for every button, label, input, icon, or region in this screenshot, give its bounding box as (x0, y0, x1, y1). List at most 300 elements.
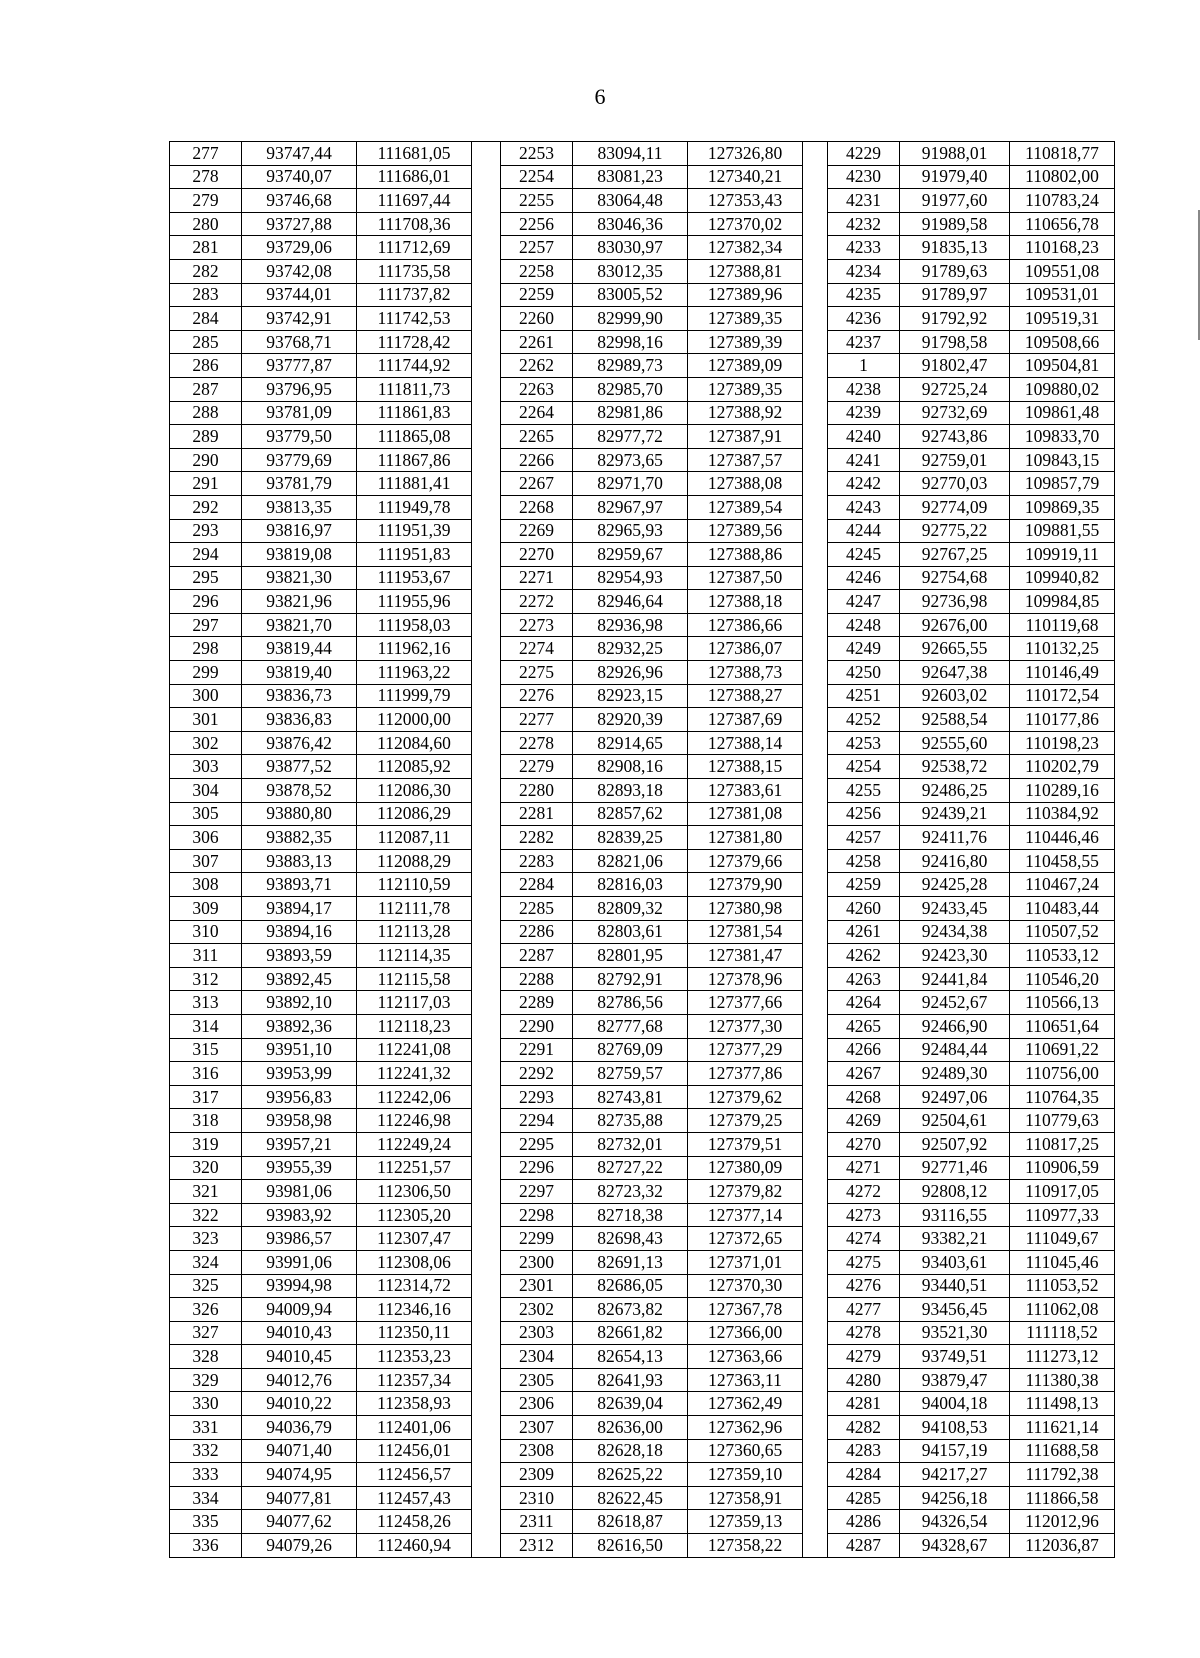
y-coordinate-cell: 127388,14 (688, 731, 803, 755)
column-gap (472, 1062, 501, 1086)
x-coordinate-cell: 93821,96 (242, 590, 357, 614)
y-coordinate-cell: 127377,14 (688, 1203, 803, 1227)
column-gap (472, 1439, 501, 1463)
x-coordinate-cell: 94079,26 (242, 1534, 357, 1558)
column-gap (472, 1203, 501, 1227)
y-coordinate-cell: 112110,59 (357, 873, 472, 897)
x-coordinate-cell: 83030,97 (573, 236, 688, 260)
y-coordinate-cell: 110146,49 (1010, 661, 1115, 685)
column-gap (472, 779, 501, 803)
point-number-cell: 2304 (501, 1345, 573, 1369)
y-coordinate-cell: 127389,96 (688, 283, 803, 307)
point-number-cell: 4257 (828, 826, 900, 850)
x-coordinate-cell: 92538,72 (900, 755, 1010, 779)
column-gap (472, 448, 501, 472)
table-row (170, 1038, 1115, 1062)
table-row (170, 354, 1115, 378)
column-gap (803, 826, 828, 850)
y-coordinate-cell: 112242,06 (357, 1085, 472, 1109)
column-gap (803, 259, 828, 283)
y-coordinate-cell: 110198,23 (1010, 731, 1115, 755)
y-coordinate-cell: 112036,87 (1010, 1534, 1115, 1558)
y-coordinate-cell: 112115,58 (357, 967, 472, 991)
point-number-cell: 286 (170, 354, 242, 378)
point-number-cell: 303 (170, 755, 242, 779)
table-row (170, 1156, 1115, 1180)
y-coordinate-cell: 110566,13 (1010, 991, 1115, 1015)
y-coordinate-cell: 112111,78 (357, 897, 472, 921)
point-number-cell: 4267 (828, 1062, 900, 1086)
x-coordinate-cell: 93882,35 (242, 826, 357, 850)
point-number-cell: 324 (170, 1250, 242, 1274)
column-gap (803, 1368, 828, 1392)
y-coordinate-cell: 111963,22 (357, 661, 472, 685)
y-coordinate-cell: 111958,03 (357, 613, 472, 637)
column-gap (472, 849, 501, 873)
column-gap (472, 1038, 501, 1062)
table-row (170, 1250, 1115, 1274)
y-coordinate-cell: 112353,23 (357, 1345, 472, 1369)
point-number-cell: 2302 (501, 1298, 573, 1322)
point-number-cell: 2308 (501, 1439, 573, 1463)
x-coordinate-cell: 93819,40 (242, 661, 357, 685)
x-coordinate-cell: 92676,00 (900, 613, 1010, 637)
y-coordinate-cell: 111621,14 (1010, 1416, 1115, 1440)
x-coordinate-cell: 93742,91 (242, 307, 357, 331)
column-gap (472, 755, 501, 779)
y-coordinate-cell: 109519,31 (1010, 307, 1115, 331)
point-number-cell: 2267 (501, 472, 573, 496)
column-gap (472, 708, 501, 732)
x-coordinate-cell: 82985,70 (573, 377, 688, 401)
y-coordinate-cell: 127382,34 (688, 236, 803, 260)
x-coordinate-cell: 82959,67 (573, 543, 688, 567)
column-gap (472, 1368, 501, 1392)
y-coordinate-cell: 111742,53 (357, 307, 472, 331)
point-number-cell: 4268 (828, 1085, 900, 1109)
x-coordinate-cell: 82735,88 (573, 1109, 688, 1133)
point-number-cell: 4265 (828, 1014, 900, 1038)
y-coordinate-cell: 111118,52 (1010, 1321, 1115, 1345)
point-number-cell: 301 (170, 708, 242, 732)
point-number-cell: 2261 (501, 330, 573, 354)
x-coordinate-cell: 93981,06 (242, 1180, 357, 1204)
x-coordinate-cell: 92466,90 (900, 1014, 1010, 1038)
point-number-cell: 2289 (501, 991, 573, 1015)
column-gap (803, 1180, 828, 1204)
point-number-cell: 287 (170, 377, 242, 401)
y-coordinate-cell: 110467,24 (1010, 873, 1115, 897)
column-gap (472, 1416, 501, 1440)
table-row (170, 991, 1115, 1015)
y-coordinate-cell: 111728,42 (357, 330, 472, 354)
y-coordinate-cell: 110483,44 (1010, 897, 1115, 921)
table-row (170, 1274, 1115, 1298)
point-number-cell: 316 (170, 1062, 242, 1086)
table-row (170, 661, 1115, 685)
point-number-cell: 4261 (828, 920, 900, 944)
table-row (170, 377, 1115, 401)
column-gap (472, 731, 501, 755)
table-row (170, 590, 1115, 614)
y-coordinate-cell: 127388,73 (688, 661, 803, 685)
y-coordinate-cell: 127377,30 (688, 1014, 803, 1038)
x-coordinate-cell: 94004,18 (900, 1392, 1010, 1416)
y-coordinate-cell: 109843,15 (1010, 448, 1115, 472)
y-coordinate-cell: 109940,82 (1010, 566, 1115, 590)
y-coordinate-cell: 110202,79 (1010, 755, 1115, 779)
point-number-cell: 4246 (828, 566, 900, 590)
x-coordinate-cell: 82923,15 (573, 684, 688, 708)
x-coordinate-cell: 93747,44 (242, 142, 357, 166)
x-coordinate-cell: 94012,76 (242, 1368, 357, 1392)
table-row (170, 543, 1115, 567)
x-coordinate-cell: 92647,38 (900, 661, 1010, 685)
column-gap (803, 613, 828, 637)
x-coordinate-cell: 92759,01 (900, 448, 1010, 472)
y-coordinate-cell: 112458,26 (357, 1510, 472, 1534)
point-number-cell: 2255 (501, 189, 573, 213)
x-coordinate-cell: 93382,21 (900, 1227, 1010, 1251)
y-coordinate-cell: 111737,82 (357, 283, 472, 307)
column-gap (803, 1510, 828, 1534)
x-coordinate-cell: 94010,43 (242, 1321, 357, 1345)
y-coordinate-cell: 112241,32 (357, 1062, 472, 1086)
column-gap (803, 354, 828, 378)
y-coordinate-cell: 111999,79 (357, 684, 472, 708)
column-gap (803, 802, 828, 826)
column-gap (472, 236, 501, 260)
point-number-cell: 330 (170, 1392, 242, 1416)
x-coordinate-cell: 92771,46 (900, 1156, 1010, 1180)
table-row (170, 967, 1115, 991)
x-coordinate-cell: 93892,36 (242, 1014, 357, 1038)
table-row (170, 236, 1115, 260)
y-coordinate-cell: 127377,86 (688, 1062, 803, 1086)
y-coordinate-cell: 127372,65 (688, 1227, 803, 1251)
column-gap (472, 944, 501, 968)
point-number-cell: 4286 (828, 1510, 900, 1534)
x-coordinate-cell: 92770,03 (900, 472, 1010, 496)
table-row (170, 472, 1115, 496)
point-number-cell: 4237 (828, 330, 900, 354)
table-row (170, 779, 1115, 803)
x-coordinate-cell: 82792,91 (573, 967, 688, 991)
point-number-cell: 2279 (501, 755, 573, 779)
y-coordinate-cell: 110906,59 (1010, 1156, 1115, 1180)
column-gap (472, 1392, 501, 1416)
point-number-cell: 4229 (828, 142, 900, 166)
point-number-cell: 292 (170, 495, 242, 519)
x-coordinate-cell: 82727,22 (573, 1156, 688, 1180)
x-coordinate-cell: 94010,22 (242, 1392, 357, 1416)
y-coordinate-cell: 111273,12 (1010, 1345, 1115, 1369)
y-coordinate-cell: 127387,69 (688, 708, 803, 732)
x-coordinate-cell: 91792,92 (900, 307, 1010, 331)
x-coordinate-cell: 82965,93 (573, 519, 688, 543)
x-coordinate-cell: 94256,18 (900, 1486, 1010, 1510)
table-row (170, 1014, 1115, 1038)
point-number-cell: 314 (170, 1014, 242, 1038)
point-number-cell: 2272 (501, 590, 573, 614)
point-number-cell: 284 (170, 307, 242, 331)
x-coordinate-cell: 82932,25 (573, 637, 688, 661)
point-number-cell: 2301 (501, 1274, 573, 1298)
point-number-cell: 4273 (828, 1203, 900, 1227)
point-number-cell: 2271 (501, 566, 573, 590)
x-coordinate-cell: 91979,40 (900, 165, 1010, 189)
x-coordinate-cell: 91835,13 (900, 236, 1010, 260)
point-number-cell: 290 (170, 448, 242, 472)
y-coordinate-cell: 111955,96 (357, 590, 472, 614)
x-coordinate-cell: 93877,52 (242, 755, 357, 779)
x-coordinate-cell: 93796,95 (242, 377, 357, 401)
point-number-cell: 2259 (501, 283, 573, 307)
y-coordinate-cell: 112118,23 (357, 1014, 472, 1038)
x-coordinate-cell: 82809,32 (573, 897, 688, 921)
point-number-cell: 2258 (501, 259, 573, 283)
x-coordinate-cell: 93879,47 (900, 1368, 1010, 1392)
y-coordinate-cell: 127379,25 (688, 1109, 803, 1133)
y-coordinate-cell: 111962,16 (357, 637, 472, 661)
column-gap (472, 1274, 501, 1298)
y-coordinate-cell: 109919,11 (1010, 543, 1115, 567)
column-gap (803, 495, 828, 519)
column-gap (803, 1014, 828, 1038)
point-number-cell: 4277 (828, 1298, 900, 1322)
point-number-cell: 2285 (501, 897, 573, 921)
point-number-cell: 4282 (828, 1416, 900, 1440)
column-gap (472, 1227, 501, 1251)
column-gap (472, 142, 501, 166)
table-row (170, 1510, 1115, 1534)
y-coordinate-cell: 109861,48 (1010, 401, 1115, 425)
column-gap (472, 1014, 501, 1038)
point-number-cell: 4272 (828, 1180, 900, 1204)
point-number-cell: 296 (170, 590, 242, 614)
point-number-cell: 2263 (501, 377, 573, 401)
y-coordinate-cell: 112456,57 (357, 1463, 472, 1487)
y-coordinate-cell: 111697,44 (357, 189, 472, 213)
column-gap (803, 873, 828, 897)
point-number-cell: 4250 (828, 661, 900, 685)
x-coordinate-cell: 82718,38 (573, 1203, 688, 1227)
x-coordinate-cell: 93779,50 (242, 425, 357, 449)
y-coordinate-cell: 127386,66 (688, 613, 803, 637)
point-number-cell: 4264 (828, 991, 900, 1015)
x-coordinate-cell: 93116,55 (900, 1203, 1010, 1227)
y-coordinate-cell: 110507,52 (1010, 920, 1115, 944)
y-coordinate-cell: 109984,85 (1010, 590, 1115, 614)
x-coordinate-cell: 91802,47 (900, 354, 1010, 378)
column-gap (803, 330, 828, 354)
point-number-cell: 302 (170, 731, 242, 755)
y-coordinate-cell: 127388,81 (688, 259, 803, 283)
x-coordinate-cell: 93777,87 (242, 354, 357, 378)
x-coordinate-cell: 92434,38 (900, 920, 1010, 944)
x-coordinate-cell: 93521,30 (900, 1321, 1010, 1345)
x-coordinate-cell: 92774,09 (900, 495, 1010, 519)
point-number-cell: 4253 (828, 731, 900, 755)
column-gap (803, 1085, 828, 1109)
x-coordinate-cell: 94074,95 (242, 1463, 357, 1487)
x-coordinate-cell: 82954,93 (573, 566, 688, 590)
x-coordinate-cell: 93456,45 (900, 1298, 1010, 1322)
y-coordinate-cell: 127362,96 (688, 1416, 803, 1440)
x-coordinate-cell: 82639,04 (573, 1392, 688, 1416)
y-coordinate-cell: 112084,60 (357, 731, 472, 755)
y-coordinate-cell: 112457,43 (357, 1486, 472, 1510)
point-number-cell: 2299 (501, 1227, 573, 1251)
point-number-cell: 2283 (501, 849, 573, 873)
y-coordinate-cell: 111712,69 (357, 236, 472, 260)
table-row (170, 307, 1115, 331)
y-coordinate-cell: 111951,39 (357, 519, 472, 543)
point-number-cell: 323 (170, 1227, 242, 1251)
point-number-cell: 2309 (501, 1463, 573, 1487)
column-gap (472, 1321, 501, 1345)
table-row (170, 637, 1115, 661)
column-gap (803, 661, 828, 685)
x-coordinate-cell: 82977,72 (573, 425, 688, 449)
point-number-cell: 320 (170, 1156, 242, 1180)
column-gap (472, 543, 501, 567)
point-number-cell: 308 (170, 873, 242, 897)
y-coordinate-cell: 111881,41 (357, 472, 472, 496)
x-coordinate-cell: 92767,25 (900, 543, 1010, 567)
y-coordinate-cell: 127362,49 (688, 1392, 803, 1416)
y-coordinate-cell: 110818,77 (1010, 142, 1115, 166)
point-number-cell: 2256 (501, 212, 573, 236)
column-gap (803, 448, 828, 472)
table-row (170, 1534, 1115, 1558)
column-gap (472, 1510, 501, 1534)
point-number-cell: 4239 (828, 401, 900, 425)
x-coordinate-cell: 82967,97 (573, 495, 688, 519)
x-coordinate-cell: 93893,59 (242, 944, 357, 968)
point-number-cell: 2311 (501, 1510, 573, 1534)
table-row (170, 330, 1115, 354)
x-coordinate-cell: 82786,56 (573, 991, 688, 1015)
column-gap (472, 425, 501, 449)
x-coordinate-cell: 92441,84 (900, 967, 1010, 991)
column-gap (803, 283, 828, 307)
table-row (170, 165, 1115, 189)
x-coordinate-cell: 94326,54 (900, 1510, 1010, 1534)
y-coordinate-cell: 127380,09 (688, 1156, 803, 1180)
y-coordinate-cell: 111380,38 (1010, 1368, 1115, 1392)
y-coordinate-cell: 111744,92 (357, 354, 472, 378)
table-row (170, 1298, 1115, 1322)
column-gap (803, 849, 828, 873)
x-coordinate-cell: 93892,10 (242, 991, 357, 1015)
y-coordinate-cell: 111953,67 (357, 566, 472, 590)
x-coordinate-cell: 82973,65 (573, 448, 688, 472)
column-gap (803, 1250, 828, 1274)
point-number-cell: 300 (170, 684, 242, 708)
y-coordinate-cell: 112401,06 (357, 1416, 472, 1440)
column-gap (803, 1109, 828, 1133)
column-gap (472, 1180, 501, 1204)
point-number-cell: 2298 (501, 1203, 573, 1227)
x-coordinate-cell: 82618,87 (573, 1510, 688, 1534)
column-gap (472, 1486, 501, 1510)
column-gap (472, 330, 501, 354)
column-gap (803, 944, 828, 968)
table-row (170, 1321, 1115, 1345)
y-coordinate-cell: 127389,35 (688, 377, 803, 401)
point-number-cell: 2312 (501, 1534, 573, 1558)
x-coordinate-cell: 82914,65 (573, 731, 688, 755)
x-coordinate-cell: 93957,21 (242, 1132, 357, 1156)
point-number-cell: 310 (170, 920, 242, 944)
y-coordinate-cell: 111686,01 (357, 165, 472, 189)
y-coordinate-cell: 112251,57 (357, 1156, 472, 1180)
x-coordinate-cell: 82723,32 (573, 1180, 688, 1204)
column-gap (803, 543, 828, 567)
y-coordinate-cell: 127370,02 (688, 212, 803, 236)
x-coordinate-cell: 93779,69 (242, 448, 357, 472)
x-coordinate-cell: 93729,06 (242, 236, 357, 260)
y-coordinate-cell: 111681,05 (357, 142, 472, 166)
column-gap (472, 1109, 501, 1133)
column-gap (803, 1321, 828, 1345)
y-coordinate-cell: 112306,50 (357, 1180, 472, 1204)
y-coordinate-cell: 109833,70 (1010, 425, 1115, 449)
x-coordinate-cell: 93813,35 (242, 495, 357, 519)
x-coordinate-cell: 93781,09 (242, 401, 357, 425)
column-gap (803, 1416, 828, 1440)
table-row (170, 944, 1115, 968)
x-coordinate-cell: 94036,79 (242, 1416, 357, 1440)
x-coordinate-cell: 92588,54 (900, 708, 1010, 732)
column-gap (803, 1274, 828, 1298)
x-coordinate-cell: 93958,98 (242, 1109, 357, 1133)
x-coordinate-cell: 93742,08 (242, 259, 357, 283)
x-coordinate-cell: 82971,70 (573, 472, 688, 496)
y-coordinate-cell: 127379,82 (688, 1180, 803, 1204)
point-number-cell: 298 (170, 637, 242, 661)
x-coordinate-cell: 93994,98 (242, 1274, 357, 1298)
x-coordinate-cell: 93878,52 (242, 779, 357, 803)
x-coordinate-cell: 82801,95 (573, 944, 688, 968)
point-number-cell: 2293 (501, 1085, 573, 1109)
y-coordinate-cell: 112114,35 (357, 944, 472, 968)
y-coordinate-cell: 127363,11 (688, 1368, 803, 1392)
y-coordinate-cell: 127388,08 (688, 472, 803, 496)
table-row (170, 495, 1115, 519)
point-number-cell: 311 (170, 944, 242, 968)
point-number-cell: 279 (170, 189, 242, 213)
point-number-cell: 335 (170, 1510, 242, 1534)
y-coordinate-cell: 109880,02 (1010, 377, 1115, 401)
x-coordinate-cell: 82926,96 (573, 661, 688, 685)
point-number-cell: 332 (170, 1439, 242, 1463)
x-coordinate-cell: 94077,81 (242, 1486, 357, 1510)
y-coordinate-cell: 127389,54 (688, 495, 803, 519)
x-coordinate-cell: 91798,58 (900, 330, 1010, 354)
x-coordinate-cell: 94108,53 (900, 1416, 1010, 1440)
y-coordinate-cell: 111861,83 (357, 401, 472, 425)
coordinates-table-body (170, 142, 1115, 1558)
x-coordinate-cell: 92725,24 (900, 377, 1010, 401)
y-coordinate-cell: 110446,46 (1010, 826, 1115, 850)
point-number-cell: 295 (170, 566, 242, 590)
column-gap (472, 826, 501, 850)
point-number-cell: 4233 (828, 236, 900, 260)
column-gap (472, 1345, 501, 1369)
y-coordinate-cell: 127359,13 (688, 1510, 803, 1534)
